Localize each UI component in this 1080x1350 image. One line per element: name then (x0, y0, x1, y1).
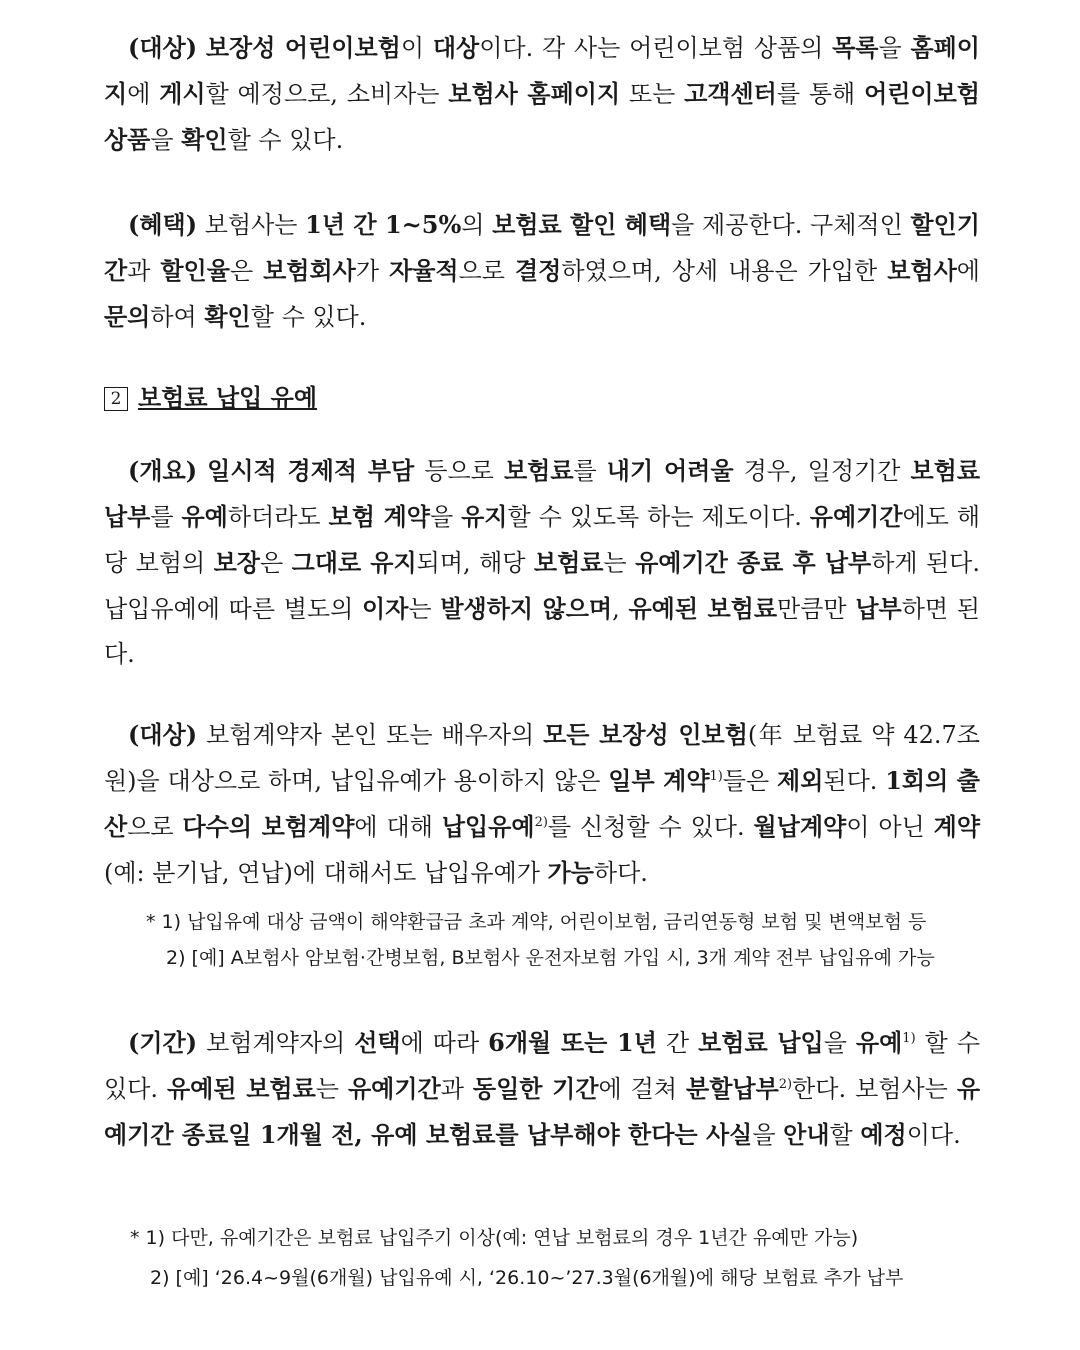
benefit-paragraph (104, 202, 980, 340)
overview-text: 일시적 경제적 부담 등으로 보험료를 내기 어려울 경우, 일정기간 보험료 납부를 유예하더라도 보험 계약을 유지할 수 있도록 하는 제도이다. 유예기간에도 해당 보험의 보장은 그대로 유지되며, 해당 보험료는 유예기간 종료 후 납부하게 된다. 납입유예에 따른 별도의 이자는 발생하지 않으며, 유예된 보험료만큼만 납부하면 된다. (104, 456, 981, 668)
benefit-tag: (혜택) (128, 210, 198, 239)
footnote-2: 2) [예] A보험사 암보험·간병보험, B보험사 운전자보험 가입 시, 3개 계약 전부 납입유예 가능 (166, 947, 935, 969)
overview-paragraph (104, 448, 980, 677)
target-children-text: 보장성 어린이보험이 대상이다. 각 사는 어린이보험 상품의 목록을 홈페이지에 게시할 예정으로, 소비자는 보험사 홈페이지 또는 고객센터를 통해 어린이보험 상품을 확인할 수 있다. (104, 33, 980, 154)
target-contract-paragraph (104, 712, 980, 896)
footnote-4: 2) [예] ‘26.4~9월(6개월) 납입유예 시, ‘26.10~’27.3월(6개월)에 해당 보험료 추가 납부 (150, 1267, 904, 1289)
footnote-1: * 1) 납입유예 대상 금액이 해약환급금 초과 계약, 어린이보험, 금리연동형 보험 및 변액보험 등 (146, 911, 927, 933)
section-heading (104, 375, 317, 420)
section-title: 보험료 납입 유예 (138, 383, 317, 412)
benefit-text: 보험사는 1년 간 1~5%의 보험료 할인 혜택을 제공한다. 구체적인 할인기간과 할인율은 보험회사가 자율적으로 결정하였으며, 상세 내용은 가입한 보험사에 문의하여 확인할 수 있다. (104, 210, 980, 331)
target-children-paragraph (104, 25, 980, 163)
footnote-3: * 1) 다만, 유예기간은 보험료 납입주기 이상(예: 연납 보험료의 경우 1년간 유예만 가능) (130, 1227, 859, 1249)
period-text: 보험계약자의 선택에 따라 6개월 또는 1년 간 보험료 납입을 유예$^{1)}$ 할 수 있다. 유예된 보험료는 유예기간과 동일한 기간에 걸쳐 분할납부$^{2)}$한다. 보험사는 유예기간 종료일 1개월 전, 유예 보험료를 납부해야 한다는 사실을 안내할 예정이다. (104, 1028, 980, 1149)
period-paragraph (104, 1020, 980, 1158)
target-tag: (대상) (128, 33, 198, 62)
target-contract-tag: (대상) (128, 720, 198, 749)
target-contract-text: 보험계약자 본인 또는 배우자의 모든 보장성 인보험(年 보험료 약 42.7조원)을 대상으로 하며, 납입유예가 용이하지 않은 일부 계약$^{1)}$들은 제외된다. 1회의 출산으로 다수의 보험계약에 대해 납입유예$^{2)}$를 신청할 수 있다. 월납계약이 아닌 계약(예: 분기납, 연납)에 대해서도 납입유예가 가능하다. (104, 720, 981, 887)
section-number-box: 2 (104, 387, 128, 411)
overview-tag: (개요) (128, 456, 198, 485)
period-tag: (기간) (128, 1028, 198, 1057)
